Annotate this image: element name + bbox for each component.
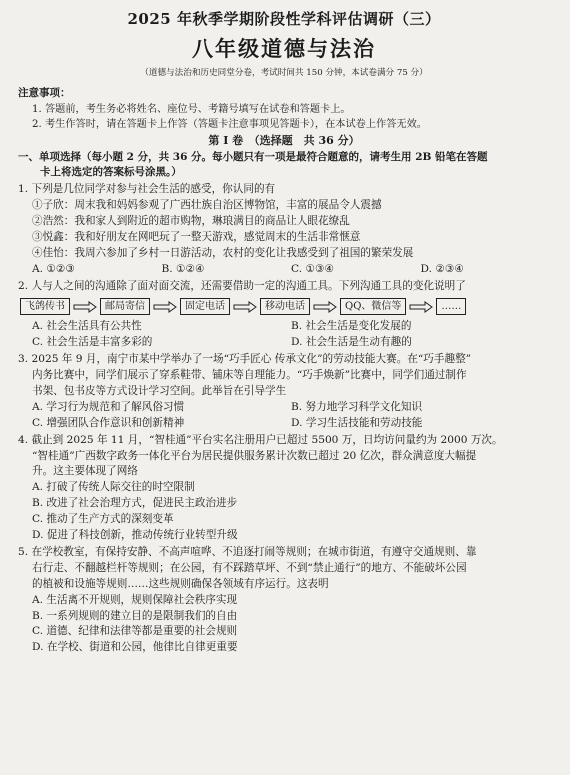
flow-box-4: 移动电话: [260, 298, 310, 315]
flow-box-2: 邮局寄信: [100, 298, 150, 315]
double-arrow-icon: [313, 301, 337, 313]
q2-option-c[interactable]: C. 社会生活是丰富多彩的: [32, 336, 153, 349]
flow-box-3: 固定电话: [180, 298, 230, 315]
double-arrow-icon: [73, 301, 97, 313]
question-4-line-3: 升。这主要体现了网络: [32, 465, 138, 478]
question-5: [18, 545, 550, 656]
section-title: 第 Ⅰ 卷 （选择题 共 36 分）: [208, 134, 360, 148]
q5-option-c[interactable]: C. 道德、纪律和法律等都是重要的社会规则: [32, 625, 238, 638]
q3-option-c[interactable]: C. 增强团队合作意识和创新精神: [32, 416, 185, 429]
notice-heading: 注意事项：: [18, 86, 71, 99]
question-3-line-2: 内务比赛中，同学们展示了穿系鞋带、铺床等自理能力。“巧手焕新”比赛中，同学们通过制作: [32, 369, 467, 382]
q4-option-c[interactable]: C. 推动了生产方式的深刻变革: [32, 513, 174, 526]
question-5-line-3: 的植被和设施等规则……这些规则确保各领域有序运行。这表明: [32, 577, 329, 590]
q3-option-b[interactable]: B. 努力地学习科学文化知识: [291, 400, 423, 413]
notice-item-1: 1. 答题前，考生务必将姓名、座位号、考籍号填写在试卷和答题卡上。: [32, 103, 351, 115]
flow-box-6: ……: [436, 298, 466, 315]
exam-note: （道德与法治和历史同堂分卷，考试时间共 150 分钟，本试卷满分 75 分）: [140, 68, 428, 78]
q2-option-b[interactable]: B. 社会生活是变化发展的: [291, 320, 412, 333]
question-3-line-3: 书架、包书皮等方式设计学习空间。此举旨在引导学生: [32, 385, 287, 398]
q4-option-d[interactable]: D. 促进了科技创新，推动传统行业转型升级: [32, 529, 238, 542]
flow-box-5: QQ、微信等: [340, 298, 406, 315]
q5-option-b[interactable]: B. 一系列规则的建立目的是限制我们的自由: [32, 609, 238, 622]
question-1-item-3: ③悦鑫：我和好朋友在网吧玩了一整天游戏，感觉周末的生活非常惬意: [32, 230, 361, 243]
question-2-stem: 2. 人与人之间的沟通除了面对面交流，还需要借助一定的沟通工具。下列沟通工具的变化说明了: [18, 279, 466, 292]
question-5-line-1: 5. 在学校教室，有保持安静、不高声喧哗、不追逐打闹等规则；在城市街道，有遵守交通规则、靠: [18, 545, 477, 558]
double-arrow-icon: [409, 301, 433, 313]
question-4: [18, 433, 550, 544]
q4-option-a[interactable]: A. 打破了传统人际交往的时空限制: [32, 481, 195, 494]
exam-title: 2025 年秋季学期阶段性学科评估调研（三）: [127, 10, 441, 28]
communication-flow: [18, 298, 550, 315]
question-1-item-2: ②浩然：我和家人到附近的超市购物，琳琅满目的商品让人眼花缭乱: [32, 215, 350, 228]
question-1-stem: 1. 下列是几位同学对参与社会生活的感受，你认同的有: [18, 183, 276, 196]
question-3-options: [18, 400, 550, 432]
q3-option-d[interactable]: D. 学习生活技能和劳动技能: [291, 416, 423, 429]
instructions-continued: 卡上将选定的答案标号涂黑。）: [40, 166, 182, 179]
flow-box-1: 飞鸽传书: [20, 298, 70, 315]
section-instructions: [18, 150, 550, 182]
question-4-line-2: “智桂通”广西数字政务一体化平台为居民提供服务累计次数已超过 20 亿次，群众满意度大幅提: [32, 449, 477, 462]
q4-option-b[interactable]: B. 改进了社会治理方式，促进民主政治进步: [32, 497, 238, 510]
question-3: [18, 352, 550, 431]
double-arrow-icon: [233, 301, 257, 313]
q1-option-c[interactable]: C. ①③④: [291, 262, 334, 275]
question-2-options: [18, 319, 550, 351]
question-3-line-1: 3. 2025 年 9 月，南宁市某中学举办了一场“巧手匠心 传承文化”的劳动技能大赛。在“巧手趣整”: [18, 353, 472, 366]
double-arrow-icon: [153, 301, 177, 313]
question-2: [18, 279, 550, 352]
q1-option-a[interactable]: A. ①②③: [32, 262, 75, 275]
question-1: [18, 182, 550, 277]
instructions-bold: 一、单项选择（每小题 2 分，共 36 分。每小题只有一项是最符合题意的，请考生用 2B 铅笔在答题: [18, 150, 488, 163]
q2-option-a[interactable]: A. 社会生活具有公共性: [32, 320, 142, 333]
q2-option-d[interactable]: D. 社会生活是生动有趣的: [291, 336, 412, 349]
q5-option-a[interactable]: A. 生活离不开规则，规则保障社会秩序实现: [32, 593, 238, 606]
q1-option-b[interactable]: B. ①②④: [161, 262, 205, 275]
q1-option-d[interactable]: D. ②③④: [420, 262, 464, 275]
subject-title: 八年级道德与法治: [192, 35, 376, 61]
question-4-line-1: 4. 截止到 2025 年 11 月，“智桂通”平台实名注册用户已超过 5500 万，日均访问量约为 2000 万次。: [18, 433, 503, 446]
question-1-options: [18, 262, 550, 278]
question-1-item-4: ④佳怡：我周六参加了乡村一日游活动，农村的变化让我感受到了祖国的繁荣发展: [32, 246, 414, 259]
question-5-line-2: 右行走、不翻越栏杆等规则；在公园，有不踩踏草坪、不到“禁止通行”的地方、不能破坏公园: [32, 561, 467, 574]
question-1-item-1: ①子欣：周末我和妈妈参观了广西壮族自治区博物馆，丰富的展品令人震撼: [32, 199, 382, 212]
notice-item-2: 2. 考生作答时，请在答题卡上作答（答题卡注意事项见答题卡），在本试卷上作答无效。: [32, 118, 427, 130]
q3-option-a[interactable]: A. 学习行为规范和了解风俗习惯: [32, 400, 185, 413]
q5-option-d[interactable]: D. 在学校、街道和公园，他律比自律更重要: [32, 641, 238, 654]
